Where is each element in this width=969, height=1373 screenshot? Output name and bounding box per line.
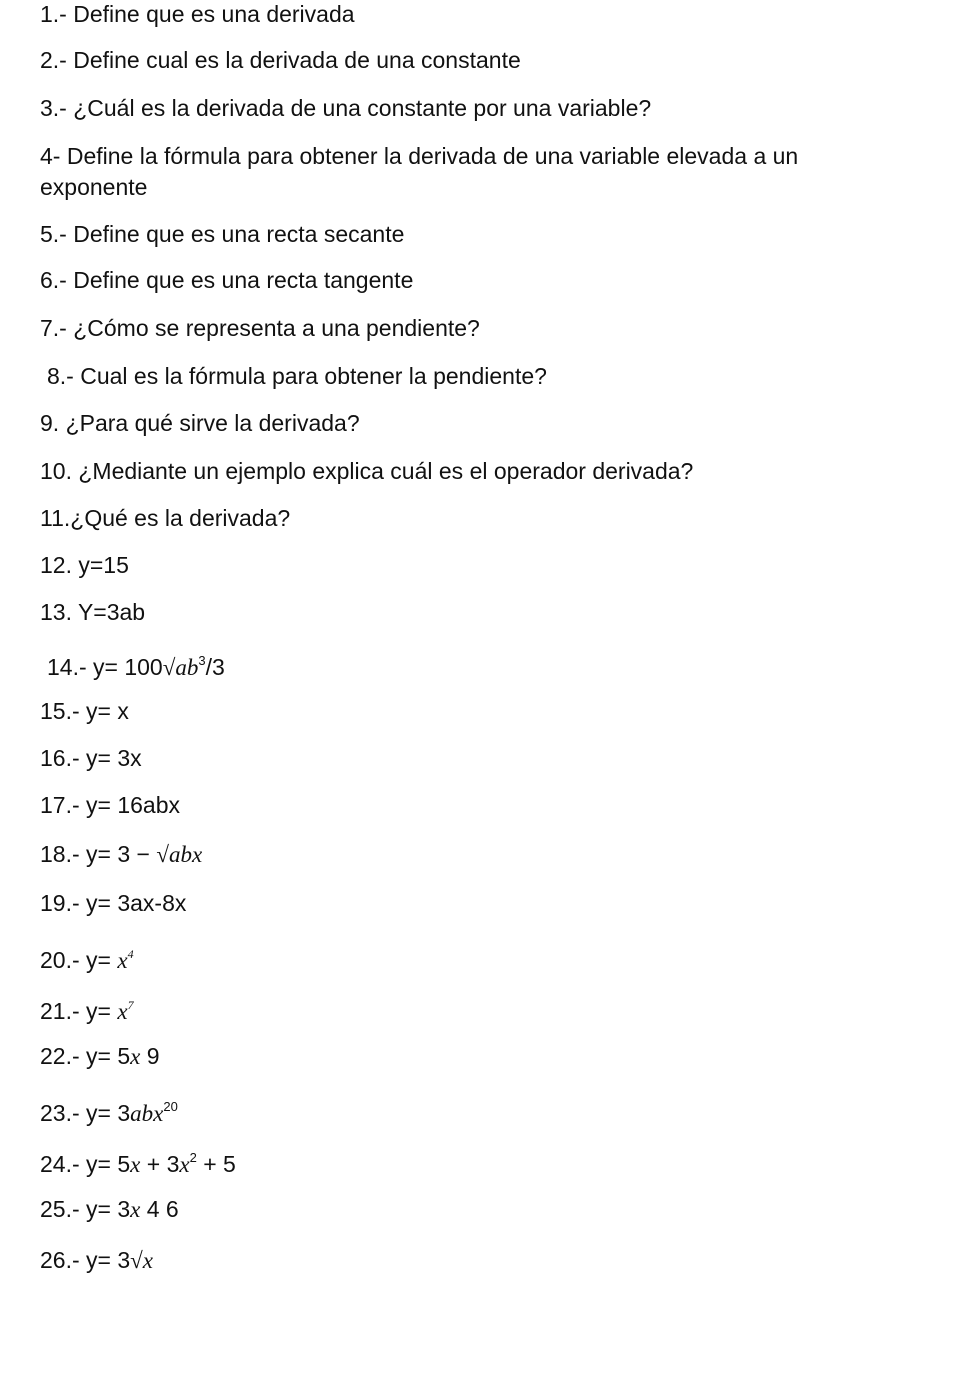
exercise-25-suffix: 4 6 <box>140 1196 179 1222</box>
exercise-20-prefix: 20.- y= <box>40 947 118 973</box>
exercise-22-suffix: 9 <box>140 1043 160 1069</box>
exercise-23-term: abx <box>130 1101 164 1126</box>
exercise-14 <box>47 647 225 682</box>
exercise-22-prefix: 22.- y= 5 <box>40 1043 131 1069</box>
exercise-25-prefix: 25.- y= 3 <box>40 1196 131 1222</box>
exercise-26 <box>40 1246 153 1275</box>
exercise-18-radical: √abx <box>156 842 203 867</box>
question-12: 12. y=15 <box>40 552 129 578</box>
exercise-24-variable-2: x <box>179 1152 190 1177</box>
exercise-20-base: x <box>117 948 128 973</box>
question-5: 5.- Define que es una recta secante <box>40 221 405 247</box>
question-4-line-2: exponente <box>40 174 148 200</box>
exercise-18 <box>40 840 202 869</box>
exercise-24-mid: + 3 <box>140 1151 180 1177</box>
exercise-20 <box>40 940 134 975</box>
exercise-21-base: x <box>117 999 128 1024</box>
exercise-24 <box>40 1144 236 1179</box>
exercise-23-prefix: 23.- y= 3 <box>40 1100 131 1126</box>
question-10: 10. ¿Mediante un ejemplo explica cuál es el operador derivada? <box>40 458 694 484</box>
exercise-19: 19.- y= 3ax-8x <box>40 890 187 916</box>
question-9: 9. ¿Para qué sirve la derivada? <box>40 410 360 436</box>
question-7: 7.- ¿Cómo se representa a una pendiente? <box>40 315 480 341</box>
question-11: 11.¿Qué es la derivada? <box>40 505 291 531</box>
exercise-24-exponent: 2 <box>189 1150 197 1165</box>
exercise-21-exponent: 7 <box>127 998 134 1012</box>
exercise-23 <box>40 1093 178 1128</box>
exercise-24-prefix: 24.- y= 5 <box>40 1151 131 1177</box>
exercise-14-exponent: 3 <box>198 653 206 668</box>
exercise-16: 16.- y= 3x <box>40 745 142 771</box>
exercise-20-exponent: 4 <box>127 947 134 961</box>
exercise-24-suffix: + 5 <box>196 1151 236 1177</box>
exercise-17: 17.- y= 16abx <box>40 792 181 818</box>
exercise-21 <box>40 991 134 1026</box>
question-4-line-1: 4- Define la fórmula para obtener la derivada de una variable elevada a un <box>40 143 799 169</box>
exercise-22-variable: x <box>130 1044 141 1069</box>
exercise-21-prefix: 21.- y= <box>40 998 118 1024</box>
question-13: 13. Y=3ab <box>40 599 146 625</box>
exercise-22 <box>40 1042 160 1071</box>
question-8: 8.- Cual es la fórmula para obtener la pendiente? <box>47 363 547 389</box>
exercise-25-variable: x <box>130 1197 141 1222</box>
exercise-14-radical: √ab <box>162 655 199 680</box>
exercise-18-prefix: 18.- y= 3 − <box>40 841 157 867</box>
exercise-26-prefix: 26.- y= 3 <box>40 1247 131 1273</box>
question-2: 2.- Define cual es la derivada de una constante <box>40 47 521 73</box>
exercise-24-variable-1: x <box>130 1152 141 1177</box>
exercise-15: 15.- y= x <box>40 698 129 724</box>
exercise-26-radical: √x <box>130 1248 153 1273</box>
exercise-14-suffix: /3 <box>205 654 225 680</box>
question-6: 6.- Define que es una recta tangente <box>40 267 414 293</box>
exercise-23-exponent: 20 <box>163 1099 178 1114</box>
exercise-14-prefix: 14.- y= 100 <box>47 654 163 680</box>
question-3: 3.- ¿Cuál es la derivada de una constante por una variable? <box>40 95 652 121</box>
question-1: 1.- Define que es una derivada <box>40 1 355 27</box>
exercise-25 <box>40 1195 179 1224</box>
